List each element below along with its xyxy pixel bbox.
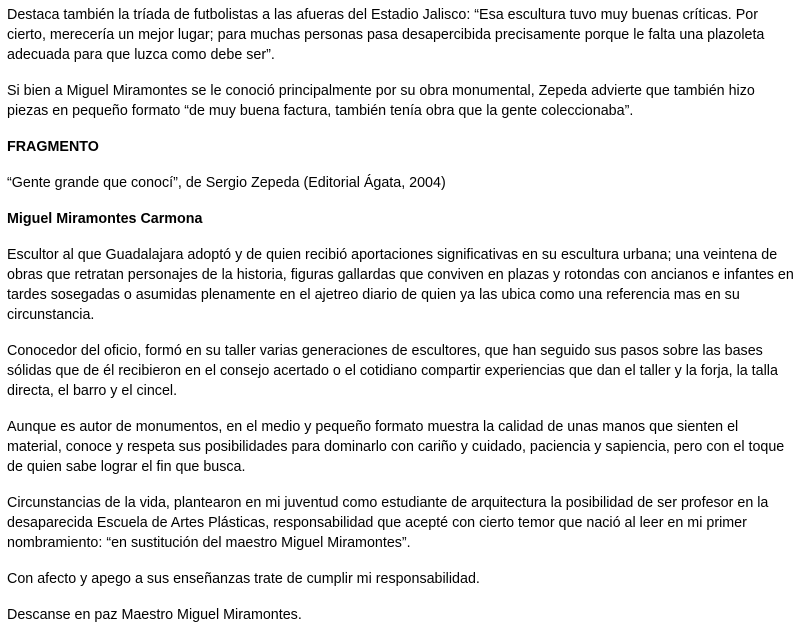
text-line: Escultor al que Guadalajara adoptó y de quien recibió aportaciones significativas en su escultura urbana; una veintena de: [7, 247, 778, 263]
text-line: material, conoce y respeta sus posibilidades para dominarlo con cariño y cuidado, paciencia y sapiencia, pero con el toque: [7, 439, 785, 455]
text-line: cierto, merecería un mejor lugar; para muchas personas pasa desapercibida precisamente porque le falta una plazoleta: [7, 27, 765, 43]
source-citation: “Gente grande que conocí”, de Sergio Zepeda (Editorial Ágata, 2004): [7, 175, 446, 191]
paragraph-affection: Con afecto y apego a sus enseñanzas trate de cumplir mi responsabilidad.: [7, 571, 480, 587]
paragraph-small-format: [7, 81, 802, 121]
text-line: Aunque es autor de monumentos, en el medio y pequeño formato muestra la calidad de unas manos que sienten el: [7, 419, 739, 435]
text-line: Conocedor del oficio, formó en su taller varias generaciones de escultores, que han seguido sus pasos sobre las bases: [7, 343, 763, 359]
paragraph-workshop: [7, 341, 802, 401]
text-line: piezas en pequeño formato “de muy buena factura, también tenía obra que la gente coleccionaba”.: [7, 103, 634, 119]
text-line: Destaca también la tríada de futbolistas a las afueras del Estadio Jalisco: “Esa escultura tuvo muy buenas críticas. Por: [7, 7, 758, 23]
text-line: nombramiento: “en sustitución del maestro Miguel Miramontes”.: [7, 535, 411, 551]
text-line: tardes sosegadas o asumidas plenamente en el ajetreo diario de quien ya las ubica como una referencia mas en su: [7, 287, 740, 303]
text-line: Si bien a Miguel Miramontes se le conoció principalmente por su obra monumental, Zepeda advierte que también hizo: [7, 83, 755, 99]
text-line: adecuada para que luzca como debe ser”.: [7, 47, 275, 63]
paragraph-farewell: Descanse en paz Maestro Miguel Miramontes.: [7, 607, 302, 623]
subject-heading: Miguel Miramontes Carmona: [7, 211, 203, 227]
text-line: de quien sabe lograr el fin que busca.: [7, 459, 246, 475]
fragment-heading: FRAGMENTO: [7, 139, 99, 155]
text-line: circunstancia.: [7, 307, 95, 323]
text-line: Circunstancias de la vida, plantearon en mi juventud como estudiante de arquitectura la posibilidad de ser profesor en la: [7, 495, 769, 511]
paragraph-appointment: [7, 493, 802, 553]
text-line: obras que retratan personajes de la historia, figuras gallardas que conviven en plazas y rotondas con ancianos e infantes en: [7, 267, 794, 283]
paragraph-sculptor-intro: [7, 245, 802, 325]
text-line: directa, el barro y el cincel.: [7, 383, 178, 399]
text-line: sólidas que de él recibieron en el consejo acertado o el cotidiano compartir experiencias que dan el taller y la forja, la talla: [7, 363, 778, 379]
paragraph-craft: [7, 417, 802, 477]
paragraph-trio-sculpture: [7, 5, 802, 65]
text-line: desaparecida Escuela de Artes Plásticas, responsabilidad que acepté con cierto temor que nació al leer en mi primer: [7, 515, 747, 531]
